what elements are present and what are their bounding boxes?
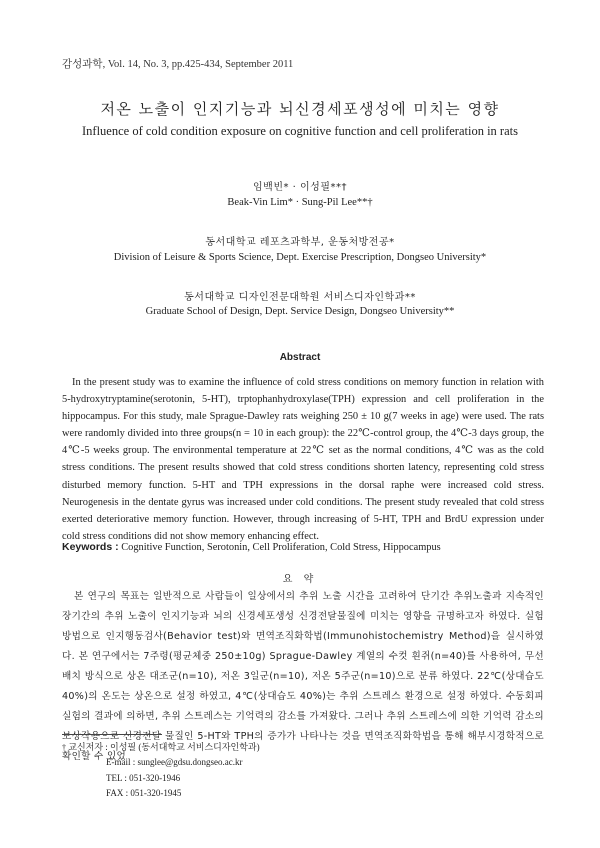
affiliation-1-english: Division of Leisure & Sports Science, Dept. Exercise Prescription, Dongseo University* [113,252,487,263]
title-english: Influence of cold condition exposure on cognitive function and cell proliferation in rats [82,124,518,138]
footnote [62,740,260,802]
journal-citation: 감성과학, Vol. 14, No. 3, pp.425-434, September 2011 [62,59,294,70]
corresponding-author: 교신저자 : 이성필 (동서대학교 서비스디자인학과) [68,742,260,752]
dagger-mark: † [62,743,66,752]
authors-korean: 임백빈* · 이성필**† [253,182,347,193]
keywords-label: Keywords : [62,541,119,553]
affiliation-2-english: Graduate School of Design, Dept. Service Design, Dongseo University** [145,306,455,317]
footnote-divider [62,734,162,735]
authors-english: Beak-Vin Lim* · Sung-Pil Lee**† [227,197,373,208]
keywords-text: Cognitive Function, Serotonin, Cell Proliferation, Cold Stress, Hippocampus [121,542,441,553]
keywords-line [62,541,441,553]
korean-abstract-heading: 요 약 [282,574,318,585]
abstract-body [62,374,544,545]
title-korean: 저온 노출이 인지기능과 뇌신경세포생성에 미치는 영향 [100,100,500,118]
footnote-fax: FAX : 051-320-1945 [106,788,182,799]
footnote-tel: TEL : 051-320-1946 [106,772,181,783]
affiliation-2-korean: 동서대학교 디자인전문대학원 서비스디자인학과** [184,292,416,303]
affiliation-1-korean: 동서대학교 레포츠과학부, 운동처방전공* [205,237,395,248]
abstract-text: In the present study was to examine the influence of cold stress conditions on memory function in relation with 5-hydroxytryptamine(serotonin, 5-HT), trptophanhydroxylase(TPH) expression and cell proliferation in the hippocampus. For this study, male Sprague-Dawley rats weighing 250 ± 10 g(7 weeks in age) were used. The rats were randomly divided into three groups(n = 10 in each group): the 22℃-control group, the 4℃-3 days group, the 4℃-5 weeks group. The environmental temperature at 22℃ set as the normal conditions, 4℃ was as the cold stress conditions. The present results showed that cold stress conditions shorten latency, representing cold stress disturbed memory function. 5-HT and TPH expressions in the dorsal raphe were increased cold stress. Neurogenesis in the dentate gyrus was increased under cold conditions. The present study revealed that cold stress exerted deteriorative memory function. However, through increasing of 5-HT, TPH and BrdU expression under cold stress conditions did not show memory enhancing effect. [62,377,544,542]
footnote-email: E-mail : sunglee@gdsu.dongseo.ac.kr [106,757,243,768]
korean-abstract-text: 본 연구의 목표는 일반적으로 사람들이 일상에서의 추위 노출 시간을 고려하여 단기간 추위노출과 지속적인 장기간의 추위 노출이 인지기능과 뇌의 신경세포생성 신경전달물질에 미치는 영향을 규명하고자 하였다. 실험 방법으로 인지행동검사(Behavior test)와 면역조직화학법(Immunohistochemistry Method)을 실시하였다. 본 연구에서는 7주령(평균체중 250±10g) Sprague-Dawley 계열의 수컷 흰쥐(n=40)를 사용하여, 무선배치 방식으로 상온 대조군(n=10), 저온 3일군(n=10), 저온 5주군(n=10)으로 분류 하였다. 22℃(상대습도 40%)의 온도는 상온으로 설정 하였고, 4℃(상대습도 40%)는 추위 스트레스 환경으로 설정 하였다. 수동회피실험의 결과에 의하면, 추위 스트레스는 기억력의 감소를 가져왔다. 그러나 추위 스트레스에 의한 기억력 감소의 보상작용으로 신경전달 물질인 5-HT와 TPH의 증가가 나타나는 것을 면역조직화학법을 통해 해부시경학적으로 확인할 수 있었 [62,591,544,762]
abstract-heading: Abstract [279,352,321,363]
